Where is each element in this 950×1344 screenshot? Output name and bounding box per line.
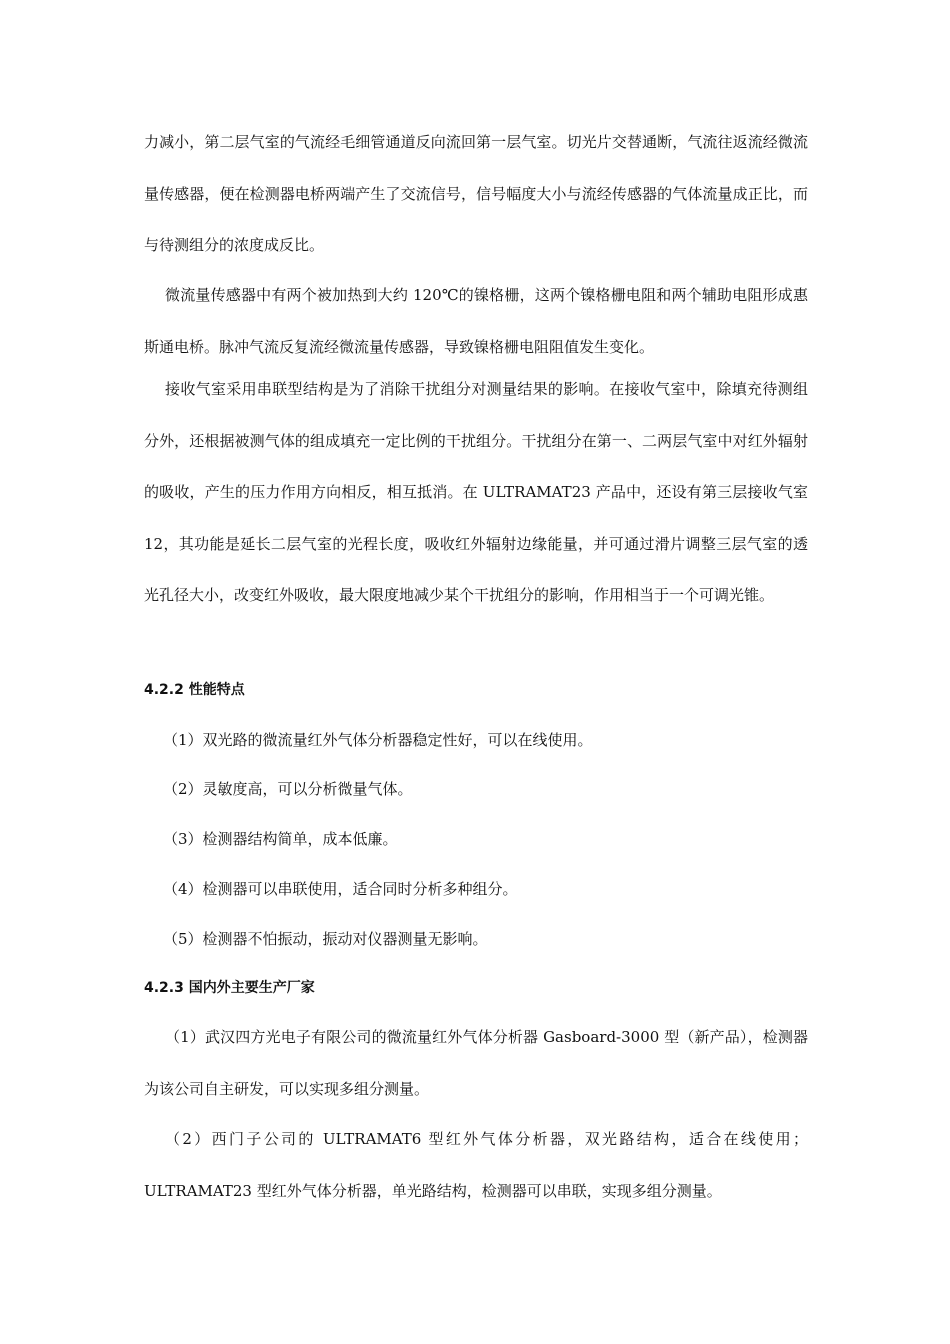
section-heading-4-2-2: 4.2.2 性能特点 [144, 682, 245, 698]
feature-item-1: （1）双光路的微流量红外气体分析器稳定性好，可以在线使用。 [163, 731, 593, 749]
feature-item-4: （4）检测器可以串联使用，适合同时分析多种组分。 [163, 880, 518, 898]
feature-item-3: （3）检测器结构简单，成本低廉。 [163, 830, 398, 848]
paragraph-receiving-chamber: 接收气室采用串联型结构是为了消除干扰组分对测量结果的影响。在接收气室中，除填充待测组分外，还根据被测气体的组成填充一定比例的干扰组分。干扰组分在第一、二两层气室中对红外辐射的吸收，产生的压力作用方向相反，相互抵消。在 ULTRAMAT23 产品中，还设有第三层接收气室 12，其功能是延长二层气室的光程长度，吸收红外辐射边缘能量，并可通过滑片调整三层气室的透光孔径大小，改变红外吸收，最大限度地减少某个干扰组分的影响，作用相当于一个可调光锥。 [144, 380, 808, 604]
manufacturer-item-1: （1）武汉四方光电子有限公司的微流量红外气体分析器 Gasboard-3000 型（新产品），检测器为该公司自主研发，可以实现多组分测量。 [144, 1028, 808, 1098]
paragraph-micro-flow-sensor: 微流量传感器中有两个被加热到大约 120℃的镍格栅，这两个镍格栅电阻和两个辅助电阻形成惠斯通电桥。脉冲气流反复流经微流量传感器，导致镍格栅电阻阻值发生变化。 [144, 286, 808, 356]
manufacturer-item-2: （2）西门子公司的 ULTRAMAT6 型红外气体分析器，双光路结构，适合在线使用；ULTRAMAT23 型红外气体分析器，单光路结构，检测器可以串联，实现多组分测量。 [144, 1130, 808, 1200]
feature-item-5: （5）检测器不怕振动，振动对仪器测量无影响。 [163, 930, 488, 948]
paragraph-continuation: 力减小，第二层气室的气流经毛细管通道反向流回第一层气室。切光片交替通断，气流往返流经微流量传感器，便在检测器电桥两端产生了交流信号，信号幅度大小与流经传感器的气体流量成正比，而与待测组分的浓度成反比。 [144, 133, 808, 254]
feature-item-2: （2）灵敏度高，可以分析微量气体。 [163, 780, 413, 798]
section-heading-4-2-3: 4.2.3 国内外主要生产厂家 [144, 980, 315, 996]
